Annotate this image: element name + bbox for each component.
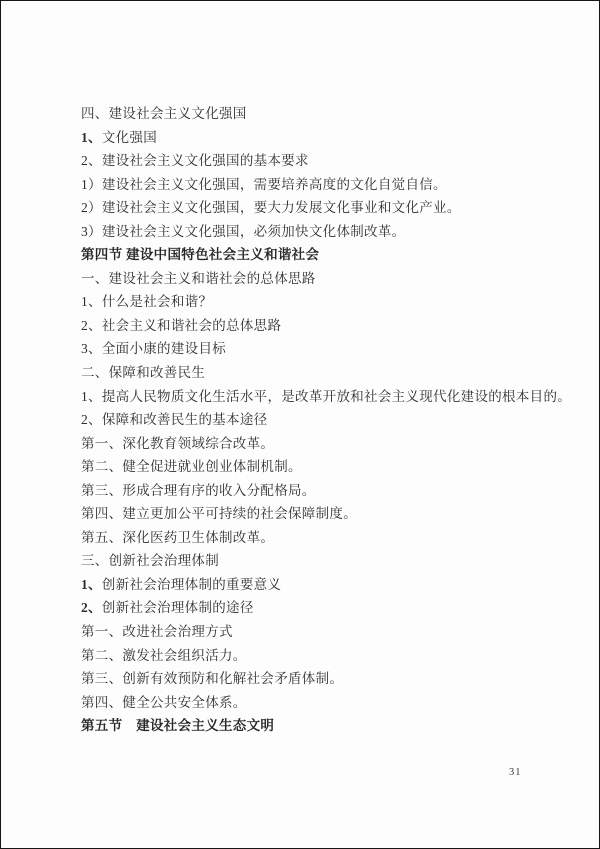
outline-line: 一、建设社会主义和谐社会的总体思路 [81,270,316,286]
outline-line: 第三、形成合理有序的收入分配格局。 [81,482,316,498]
outline-line: 2、保障和改善民生的基本途径 [81,412,268,428]
outline-line: 1、什么是社会和谐？ [81,294,213,310]
outline-line: 第一、深化教育领域综合改革。 [81,435,275,451]
outline-line: 1、创新社会治理体制的重要意义 [81,576,282,592]
outline-line: 2、社会主义和谐社会的总体思路 [81,317,282,333]
outline-line: 1、文化强国 [81,129,158,145]
outline-section-heading: 第五节 建设社会主义生态文明 [81,718,275,734]
outline-content [81,102,579,738]
outline-line: 第四、健全公共安全体系。 [81,694,247,710]
outline-line: 第四、建立更加公平可持续的社会保障制度。 [81,506,357,522]
outline-line: 2、建设社会主义文化强国的基本要求 [81,153,309,169]
outline-line: 1、提高人民物质文化生活水平，是改革开放和社会主义现代化建设的根本目的。 [81,388,572,404]
outline-line: 三、创新社会治理体制 [81,553,219,569]
outline-line: 第三、创新有效预防和化解社会矛盾体制。 [81,671,344,687]
outline-line: 二、保障和改善民生 [81,365,206,381]
outline-line: 1）建设社会主义文化强国，需要培养高度的文化自觉自信。 [81,176,447,192]
outline-line: 2、创新社会治理体制的途径 [81,600,254,616]
outline-section-heading: 第四节 建设中国特色社会主义和谐社会 [81,247,320,263]
page-number: 31 [509,767,522,778]
outline-line: 第二、激发社会组织活力。 [81,647,247,663]
outline-line: 2）建设社会主义文化强国，要大力发展文化事业和文化产业。 [81,200,461,216]
outline-line: 四、建设社会主义文化强国 [81,106,247,121]
outline-line: 第一、改进社会治理方式 [81,624,233,640]
outline-line: 3、全面小康的建设目标 [81,341,227,357]
outline-line: 3）建设社会主义文化强国，必须加快文化体制改革。 [81,223,406,239]
outline-line: 第二、健全促进就业创业体制机制。 [81,459,302,475]
outline-line: 第五、深化医药卫生体制改革。 [81,529,275,545]
